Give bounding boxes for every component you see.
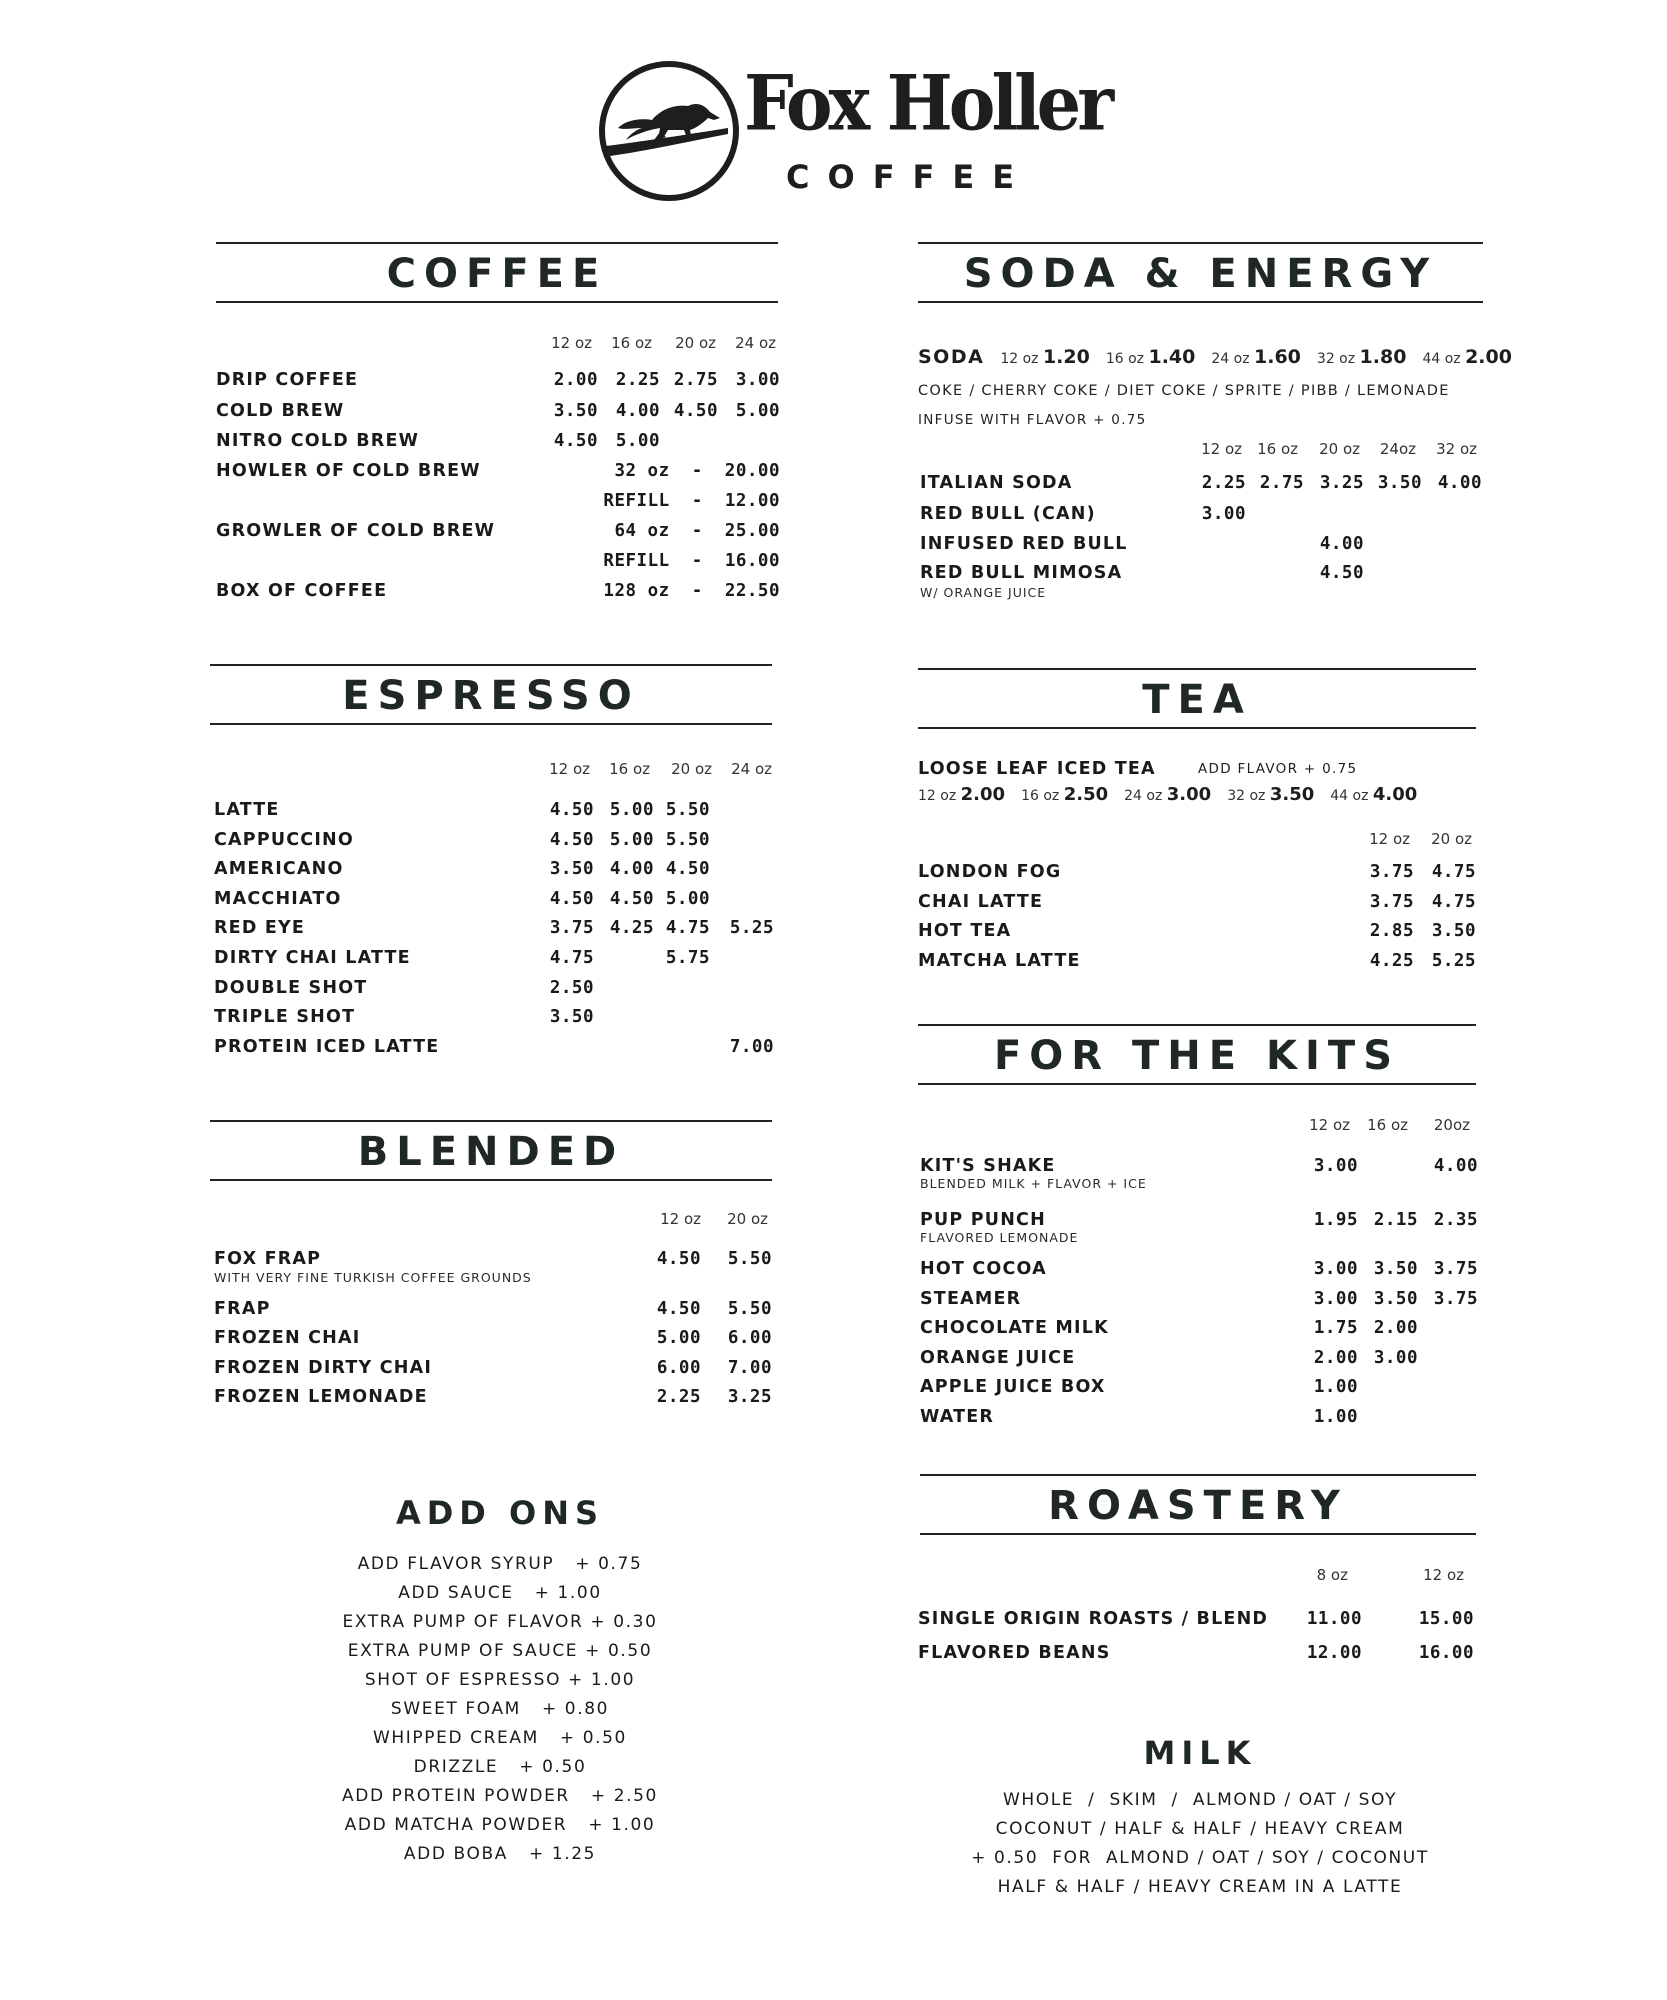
size-label: 12 oz bbox=[660, 1210, 701, 1228]
menu-item-price: 5.50 bbox=[727, 1299, 772, 1319]
soda-price: 1.80 bbox=[1359, 346, 1407, 368]
menu-item-price: 15.00 bbox=[1418, 1609, 1474, 1629]
espresso-header bbox=[210, 664, 772, 725]
menu-item-name: PUP PUNCH bbox=[920, 1210, 1046, 1230]
iced-tea-price-row bbox=[918, 784, 1433, 805]
menu-item-price: 4.50 bbox=[673, 401, 718, 421]
menu-item-price: 3.75 bbox=[1369, 862, 1414, 882]
size-label: 24 oz bbox=[731, 760, 772, 778]
menu-item-price: 4.00 bbox=[1433, 1156, 1478, 1176]
iced-tea-price: 3.00 bbox=[1166, 784, 1212, 805]
menu-item-price: 2.35 bbox=[1433, 1210, 1478, 1230]
size-label: 16 oz bbox=[1257, 440, 1298, 458]
menu-item-price: 4.75 bbox=[665, 918, 710, 938]
menu-item-price: 4.50 bbox=[656, 1299, 701, 1319]
menu-item-price: 2.25 bbox=[615, 370, 660, 390]
section-title: TEA bbox=[1142, 677, 1252, 723]
iced-tea-price: 2.00 bbox=[960, 784, 1006, 805]
menu-item-price: 3.50 bbox=[1373, 1259, 1418, 1279]
addons-list bbox=[300, 1550, 700, 1869]
soda-label: SODA bbox=[918, 346, 985, 368]
menu-item-price: 4.50 bbox=[549, 830, 594, 850]
menu-item-price: 2.25 bbox=[1201, 473, 1246, 493]
addon-line: ADD SAUCE + 1.00 bbox=[398, 1583, 602, 1603]
menu-item-price: 4.50 bbox=[1319, 563, 1364, 583]
tea-header bbox=[918, 668, 1476, 729]
menu-item-name: FROZEN CHAI bbox=[214, 1328, 361, 1348]
menu-item-price: 5.25 bbox=[729, 918, 774, 938]
menu-item-price: 3.25 bbox=[727, 1387, 772, 1407]
menu-item-price: 3.00 bbox=[1373, 1348, 1418, 1368]
menu-item-name: ITALIAN SODA bbox=[920, 473, 1073, 493]
menu-item-name: RED BULL (CAN) bbox=[920, 504, 1096, 524]
menu-item-name: MATCHA LATTE bbox=[918, 951, 1081, 971]
menu-item-price: 11.00 bbox=[1306, 1609, 1362, 1629]
menu-item-name: COLD BREW bbox=[216, 401, 345, 421]
milk-title: MILK bbox=[1143, 1734, 1257, 1772]
menu-item-name: FRAP bbox=[214, 1299, 271, 1319]
menu-item-note: WITH VERY FINE TURKISH COFFEE GROUNDS bbox=[214, 1270, 532, 1285]
menu-item-name: FROZEN DIRTY CHAI bbox=[214, 1358, 433, 1378]
menu-item-price: 7.00 bbox=[727, 1358, 772, 1378]
menu-item-price: 1.75 bbox=[1313, 1318, 1358, 1338]
addon-line: EXTRA PUMP OF SAUCE + 0.50 bbox=[347, 1641, 653, 1661]
menu-item-price: 4.00 bbox=[615, 401, 660, 421]
fox-emblem-icon bbox=[596, 58, 742, 204]
milk-list bbox=[960, 1786, 1440, 1902]
kits-header bbox=[918, 1024, 1476, 1085]
size-label: 12 oz bbox=[1423, 1566, 1464, 1584]
menu-item-price: 3.50 bbox=[1431, 921, 1476, 941]
menu-item-name: CHOCOLATE MILK bbox=[920, 1318, 1109, 1338]
menu-item-price: 3.75 bbox=[1433, 1289, 1478, 1309]
menu-item-price: 4.25 bbox=[1369, 951, 1414, 971]
menu-item-name: FOX FRAP bbox=[214, 1249, 322, 1269]
menu-item-name: ORANGE JUICE bbox=[920, 1348, 1076, 1368]
size-label: 24 oz bbox=[1211, 351, 1255, 367]
size-label: 12 oz bbox=[1309, 1116, 1350, 1134]
menu-item-price: 2.25 bbox=[656, 1387, 701, 1407]
addon-line: ADD FLAVOR SYRUP + 0.75 bbox=[357, 1554, 643, 1574]
menu-item-price: 5.50 bbox=[665, 800, 710, 820]
menu-item-name: HOT TEA bbox=[918, 921, 1012, 941]
brand-name: Fox Holler bbox=[744, 58, 1111, 148]
size-label: 44 oz bbox=[1330, 788, 1373, 804]
milk-line: HALF & HALF / HEAVY CREAM IN A LATTE bbox=[997, 1877, 1403, 1897]
menu-item-price: 2.75 bbox=[1259, 473, 1304, 493]
blended-header bbox=[210, 1120, 772, 1181]
soda-price-row bbox=[918, 346, 1528, 368]
size-label: 20 oz bbox=[671, 760, 712, 778]
addon-line: ADD BOBA + 1.25 bbox=[403, 1844, 597, 1864]
iced-tea-price: 2.50 bbox=[1063, 784, 1109, 805]
milk-line: COCONUT / HALF & HALF / HEAVY CREAM bbox=[995, 1819, 1405, 1839]
soda-price: 1.40 bbox=[1148, 346, 1196, 368]
menu-item-note: W/ ORANGE JUICE bbox=[920, 585, 1047, 600]
size-label: 20 oz bbox=[675, 334, 716, 352]
addon-line: ADD PROTEIN POWDER + 2.50 bbox=[342, 1786, 658, 1806]
size-label: 20oz bbox=[1433, 1116, 1470, 1134]
menu-item-price: 4.50 bbox=[665, 859, 710, 879]
soda-header bbox=[918, 242, 1483, 303]
menu-item-name: RED EYE bbox=[214, 918, 306, 938]
menu-item-price: 3.00 bbox=[1313, 1156, 1358, 1176]
soda-price: 1.60 bbox=[1254, 346, 1301, 368]
menu-item-name: DOUBLE SHOT bbox=[214, 978, 368, 998]
menu-item-price: 3.50 bbox=[549, 859, 594, 879]
milk-line: + 0.50 FOR ALMOND / OAT / SOY / COCONUT bbox=[971, 1848, 1429, 1868]
brand-logo bbox=[596, 58, 1111, 208]
menu-item-price: 2.15 bbox=[1373, 1210, 1418, 1230]
addons-title: ADD ONS bbox=[395, 1494, 605, 1532]
size-label: 32 oz bbox=[1227, 788, 1270, 804]
menu-item-price: 1.95 bbox=[1313, 1210, 1358, 1230]
menu-item-price: 12.00 bbox=[1306, 1643, 1362, 1663]
menu-item-price: 5.75 bbox=[665, 948, 710, 968]
menu-item-price: 2.85 bbox=[1369, 921, 1414, 941]
size-label: 16 oz bbox=[1367, 1116, 1408, 1134]
menu-item-price: 5.00 bbox=[609, 800, 654, 820]
coffee-header bbox=[216, 242, 778, 303]
menu-item-price: 32 oz - 20.00 bbox=[614, 461, 780, 481]
menu-item-name: NITRO COLD BREW bbox=[216, 431, 420, 451]
menu-item-price: 5.00 bbox=[735, 401, 780, 421]
menu-item-price: 3.50 bbox=[1373, 1289, 1418, 1309]
section-title: COFFEE bbox=[386, 251, 608, 297]
menu-item-price: 1.00 bbox=[1313, 1377, 1358, 1397]
menu-item-name: HOT COCOA bbox=[920, 1259, 1047, 1279]
menu-item-price: 2.00 bbox=[1373, 1318, 1418, 1338]
size-label: 20 oz bbox=[1431, 830, 1472, 848]
menu-item-name: DRIP COFFEE bbox=[216, 370, 359, 390]
size-label: 20 oz bbox=[727, 1210, 768, 1228]
menu-item-price: REFILL - 16.00 bbox=[603, 551, 780, 571]
menu-item-name: GROWLER OF COLD BREW bbox=[216, 521, 496, 541]
iced-tea-flavor: ADD FLAVOR + 0.75 bbox=[1198, 761, 1358, 777]
soda-flavors: COKE / CHERRY COKE / DIET COKE / SPRITE / PIBB / LEMONADE bbox=[918, 383, 1450, 399]
menu-item-price: 3.50 bbox=[553, 401, 598, 421]
menu-item-price: 3.00 bbox=[735, 370, 780, 390]
size-label: 44 oz bbox=[1422, 351, 1466, 367]
menu-item-price: 5.00 bbox=[615, 431, 660, 451]
addon-line: SHOT OF ESPRESSO + 1.00 bbox=[364, 1670, 636, 1690]
menu-item-price: 2.00 bbox=[1313, 1348, 1358, 1368]
menu-item-name: STEAMER bbox=[920, 1289, 1022, 1309]
menu-item-price: 4.25 bbox=[609, 918, 654, 938]
section-title: ROASTERY bbox=[1048, 1483, 1348, 1529]
addon-line: ADD MATCHA POWDER + 1.00 bbox=[344, 1815, 656, 1835]
menu-item-name: LONDON FOG bbox=[918, 862, 1062, 882]
menu-item-note: FLAVORED LEMONADE bbox=[920, 1230, 1079, 1245]
menu-item-name: FLAVORED BEANS bbox=[918, 1643, 1111, 1663]
menu-item-price: 6.00 bbox=[727, 1328, 772, 1348]
size-label: 16 oz bbox=[1021, 788, 1064, 804]
menu-item-price: 5.00 bbox=[656, 1328, 701, 1348]
menu-item-name: LATTE bbox=[214, 800, 280, 820]
iced-tea-price: 4.00 bbox=[1372, 784, 1418, 805]
milk-line: WHOLE / SKIM / ALMOND / OAT / SOY bbox=[1002, 1790, 1398, 1810]
size-label: 24oz bbox=[1379, 440, 1416, 458]
menu-item-price: 6.00 bbox=[656, 1358, 701, 1378]
size-label: 16 oz bbox=[611, 334, 652, 352]
section-title: SODA & ENERGY bbox=[963, 251, 1438, 297]
menu-item-name: FROZEN LEMONADE bbox=[214, 1387, 428, 1407]
menu-item-price: 4.75 bbox=[1431, 862, 1476, 882]
menu-item-price: 4.75 bbox=[1431, 892, 1476, 912]
size-label: 32 oz bbox=[1436, 440, 1477, 458]
size-label: 32 oz bbox=[1316, 351, 1360, 367]
menu-item-price: 3.00 bbox=[1313, 1259, 1358, 1279]
menu-item-price: 5.25 bbox=[1431, 951, 1476, 971]
size-label: 12 oz bbox=[1369, 830, 1410, 848]
menu-item-name: BOX OF COFFEE bbox=[216, 581, 388, 601]
size-label: 12 oz bbox=[551, 334, 592, 352]
addon-line: DRIZZLE + 0.50 bbox=[413, 1757, 587, 1777]
menu-item-price: 4.00 bbox=[1319, 534, 1364, 554]
soda-infuse: INFUSE WITH FLAVOR + 0.75 bbox=[918, 412, 1147, 428]
menu-item-price: 2.50 bbox=[549, 978, 594, 998]
menu-item-price: 4.75 bbox=[549, 948, 594, 968]
size-label: 16 oz bbox=[1105, 351, 1149, 367]
addon-line: WHIPPED CREAM + 0.50 bbox=[373, 1728, 627, 1748]
menu-item-name: CAPPUCCINO bbox=[214, 830, 354, 850]
menu-item-name: DIRTY CHAI LATTE bbox=[214, 948, 411, 968]
size-label: 24 oz bbox=[1124, 788, 1167, 804]
size-label: 16 oz bbox=[609, 760, 650, 778]
menu-item-name: MACCHIATO bbox=[214, 889, 342, 909]
addon-line: EXTRA PUMP OF FLAVOR + 0.30 bbox=[342, 1612, 658, 1632]
section-title: FOR THE KITS bbox=[993, 1033, 1401, 1079]
menu-item-price: 3.50 bbox=[549, 1007, 594, 1027]
menu-item-price: 7.00 bbox=[729, 1037, 774, 1057]
menu-item-price: 3.00 bbox=[1313, 1289, 1358, 1309]
size-label: 8 oz bbox=[1316, 1566, 1348, 1584]
menu-item-name: HOWLER OF COLD BREW bbox=[216, 461, 481, 481]
menu-item-name: TRIPLE SHOT bbox=[214, 1007, 356, 1027]
size-label: 20 oz bbox=[1319, 440, 1360, 458]
menu-item-price: 4.50 bbox=[609, 889, 654, 909]
brand-subtitle: COFFEE bbox=[786, 158, 1033, 196]
menu-item-price: 5.00 bbox=[665, 889, 710, 909]
roastery-header bbox=[920, 1474, 1476, 1535]
iced-tea-label: LOOSE LEAF ICED TEA bbox=[918, 759, 1156, 779]
menu-item-price: 4.50 bbox=[656, 1249, 701, 1269]
menu-item-price: 3.00 bbox=[1201, 504, 1246, 524]
menu-item-price: 4.50 bbox=[553, 431, 598, 451]
menu-item-price: 4.50 bbox=[549, 889, 594, 909]
size-label: 12 oz bbox=[1201, 440, 1242, 458]
menu-item-price: 64 oz - 25.00 bbox=[614, 521, 780, 541]
soda-price: 1.20 bbox=[1042, 346, 1090, 368]
menu-item-name: PROTEIN ICED LATTE bbox=[214, 1037, 440, 1057]
menu-item-price: 16.00 bbox=[1418, 1643, 1474, 1663]
menu-item-price: 1.00 bbox=[1313, 1407, 1358, 1427]
size-label: 12 oz bbox=[918, 788, 961, 804]
menu-item-price: 5.50 bbox=[727, 1249, 772, 1269]
menu-item-name: RED BULL MIMOSA bbox=[920, 563, 1123, 583]
section-title: BLENDED bbox=[357, 1129, 625, 1175]
menu-item-name: WATER bbox=[920, 1407, 995, 1427]
menu-item-price: 3.50 bbox=[1377, 473, 1422, 493]
menu-item-price: 3.75 bbox=[549, 918, 594, 938]
menu-item-price: 5.00 bbox=[609, 830, 654, 850]
menu-item-price: 4.50 bbox=[549, 800, 594, 820]
menu-item-name: SINGLE ORIGIN ROASTS / BLEND bbox=[918, 1609, 1269, 1629]
menu-item-price: 2.75 bbox=[673, 370, 718, 390]
section-title: ESPRESSO bbox=[342, 673, 640, 719]
menu-item-name: APPLE JUICE BOX bbox=[920, 1377, 1106, 1397]
menu-item-price: REFILL - 12.00 bbox=[603, 491, 780, 511]
menu-item-name: INFUSED RED BULL bbox=[920, 534, 1128, 554]
addon-line: SWEET FOAM + 0.80 bbox=[390, 1699, 610, 1719]
size-label: 24 oz bbox=[735, 334, 776, 352]
menu-item-price: 128 oz - 22.50 bbox=[603, 581, 780, 601]
menu-item-name: KIT'S SHAKE bbox=[920, 1156, 1056, 1176]
menu-item-price: 3.75 bbox=[1369, 892, 1414, 912]
menu-item-name: AMERICANO bbox=[214, 859, 344, 879]
menu-item-price: 3.25 bbox=[1319, 473, 1364, 493]
menu-item-price: 3.75 bbox=[1433, 1259, 1478, 1279]
iced-tea-price: 3.50 bbox=[1269, 784, 1315, 805]
size-label: 12 oz bbox=[549, 760, 590, 778]
menu-item-price: 4.00 bbox=[609, 859, 654, 879]
menu-item-note: BLENDED MILK + FLAVOR + ICE bbox=[920, 1176, 1147, 1191]
menu-item-price: 2.00 bbox=[553, 370, 598, 390]
menu-item-price: 5.50 bbox=[665, 830, 710, 850]
menu-item-name: CHAI LATTE bbox=[918, 892, 1044, 912]
menu-item-price: 4.00 bbox=[1437, 473, 1482, 493]
soda-price: 2.00 bbox=[1465, 346, 1512, 368]
size-label: 12 oz bbox=[1000, 351, 1043, 367]
